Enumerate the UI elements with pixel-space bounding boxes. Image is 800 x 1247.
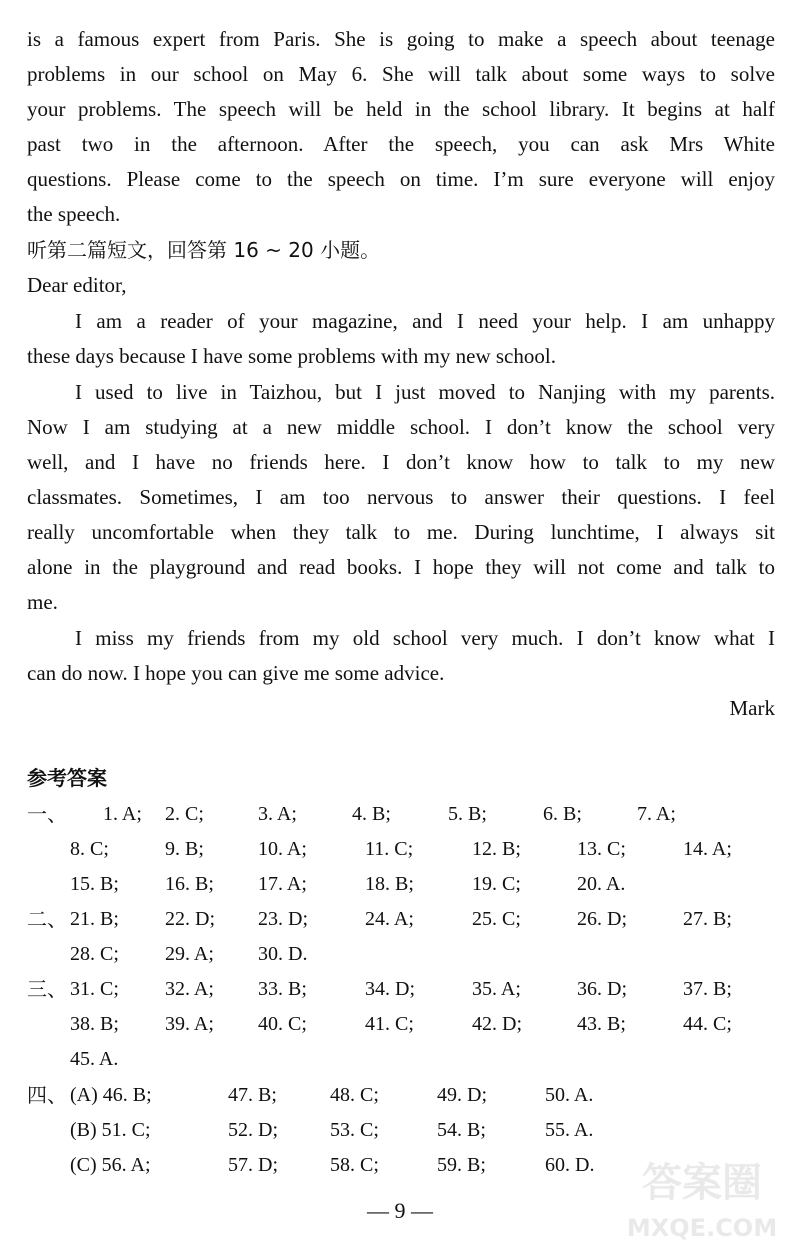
- answer-item: 31. C;: [70, 978, 119, 1000]
- answer-item: 16. B;: [165, 873, 214, 895]
- answer-item: 38. B;: [70, 1013, 119, 1035]
- answer-item: 42. D;: [472, 1013, 522, 1035]
- answer-item: 32. A;: [165, 978, 214, 1000]
- letter-line: these days because I have some problems with my new school.: [27, 344, 556, 368]
- answer-item: 23. D;: [258, 908, 308, 930]
- answer-item: 20. A.: [577, 873, 626, 895]
- answer-item: 7. A;: [637, 803, 676, 825]
- answer-item: 22. D;: [165, 908, 215, 930]
- answer-section-label: 三、: [27, 977, 67, 1001]
- answer-item: 33. B;: [258, 978, 307, 1000]
- answer-item: 30. D.: [258, 943, 308, 965]
- answer-item: 52. D;: [228, 1119, 278, 1141]
- page-number: — 9 —: [367, 1198, 433, 1223]
- letter-salutation: Dear editor,: [27, 273, 127, 297]
- answer-item: 11. C;: [365, 838, 414, 860]
- passage1-line: past two in the afternoon. After the speech, you can ask Mrs White: [27, 132, 775, 156]
- answer-item: 41. C;: [365, 1013, 414, 1035]
- answer-item: 29. A;: [165, 943, 214, 965]
- passage1-line: problems in our school on May 6. She will talk about some ways to solve: [27, 62, 775, 86]
- answer-item: (A) 46. B;: [70, 1084, 152, 1106]
- answer-section-label: 二、: [27, 907, 67, 931]
- passage1-line: questions. Please come to the speech on time. I’m sure everyone will enjoy: [27, 167, 775, 191]
- answer-item: 59. B;: [437, 1154, 486, 1176]
- answer-item: 40. C;: [258, 1013, 307, 1035]
- watermark-url: MXQE.COM: [626, 1214, 778, 1242]
- answer-item: 5. B;: [448, 803, 487, 825]
- answer-item: 28. C;: [70, 943, 119, 965]
- answer-item: 44. C;: [683, 1013, 732, 1035]
- answer-item: 19. C;: [472, 873, 521, 895]
- answer-item: 45. A.: [70, 1048, 119, 1070]
- listening-instruction: 听第二篇短文，回答第 16 ~ 20 小题。: [27, 238, 381, 262]
- passage1-line: the speech.: [27, 202, 121, 226]
- answer-item: 37. B;: [683, 978, 732, 1000]
- answer-item: 18. B;: [365, 873, 414, 895]
- answer-item: 13. C;: [577, 838, 626, 860]
- answer-item: (C) 56. A;: [70, 1154, 151, 1176]
- letter-line: Now I am studying at a new middle school. I don’t know the school very: [27, 415, 775, 439]
- letter-line: well, and I have no friends here. I don’t know how to talk to my new: [27, 450, 775, 474]
- answer-item: 57. D;: [228, 1154, 278, 1176]
- letter-line: really uncomfortable when they talk to me. During lunchtime, I always sit: [27, 520, 775, 544]
- answer-item: 26. D;: [577, 908, 627, 930]
- answer-item: 25. C;: [472, 908, 521, 930]
- answer-item: 21. B;: [70, 908, 119, 930]
- letter-line: I am a reader of your magazine, and I need your help. I am unhappy: [75, 309, 775, 333]
- answer-item: (B) 51. C;: [70, 1119, 151, 1141]
- answer-item: 55. A.: [545, 1119, 594, 1141]
- answer-item: 43. B;: [577, 1013, 626, 1035]
- answer-item: 34. D;: [365, 978, 415, 1000]
- letter-line: can do now. I hope you can give me some advice.: [27, 661, 445, 685]
- answer-item: 58. C;: [330, 1154, 379, 1176]
- answer-item: 48. C;: [330, 1084, 379, 1106]
- letter-line: alone in the playground and read books. I hope they will not come and talk to: [27, 555, 775, 579]
- letter-line: classmates. Sometimes, I am too nervous to answer their questions. I feel: [27, 485, 775, 509]
- passage1-line: is a famous expert from Paris. She is going to make a speech about teenage: [27, 27, 775, 51]
- answer-item: 35. A;: [472, 978, 521, 1000]
- answer-item: 53. C;: [330, 1119, 379, 1141]
- answer-item: 4. B;: [352, 803, 391, 825]
- answer-item: 17. A;: [258, 873, 307, 895]
- answer-item: 9. B;: [165, 838, 204, 860]
- answer-section-label: 四、: [27, 1083, 67, 1107]
- letter-signature: Mark: [729, 696, 775, 720]
- answer-key-heading: 参考答案: [27, 766, 107, 790]
- answer-item: 1. A;: [103, 803, 142, 825]
- answer-item: 36. D;: [577, 978, 627, 1000]
- answer-item: 50. A.: [545, 1084, 594, 1106]
- answer-item: 3. A;: [258, 803, 297, 825]
- passage1-line: your problems. The speech will be held in the school library. It begins at half: [27, 97, 775, 121]
- answer-item: 27. B;: [683, 908, 732, 930]
- answer-item: 10. A;: [258, 838, 307, 860]
- answer-item: 15. B;: [70, 873, 119, 895]
- letter-line: I used to live in Taizhou, but I just moved to Nanjing with my parents.: [75, 380, 775, 404]
- answer-item: 47. B;: [228, 1084, 277, 1106]
- answer-section-label: 一、: [27, 802, 67, 826]
- answer-item: 54. B;: [437, 1119, 486, 1141]
- answer-item: 2. C;: [165, 803, 204, 825]
- answer-item: 24. A;: [365, 908, 414, 930]
- watermark-text: 答案圈: [642, 1160, 762, 1206]
- answer-item: 6. B;: [543, 803, 582, 825]
- answer-item: 39. A;: [165, 1013, 214, 1035]
- answer-item: 60. D.: [545, 1154, 595, 1176]
- letter-line: me.: [27, 590, 58, 614]
- watermark-logo: [612, 1148, 792, 1243]
- answer-item: 12. B;: [472, 838, 521, 860]
- letter-line: I miss my friends from my old school very much. I don’t know what I: [75, 626, 775, 650]
- answer-item: 49. D;: [437, 1084, 487, 1106]
- answer-item: 8. C;: [70, 838, 109, 860]
- answer-item: 14. A;: [683, 838, 732, 860]
